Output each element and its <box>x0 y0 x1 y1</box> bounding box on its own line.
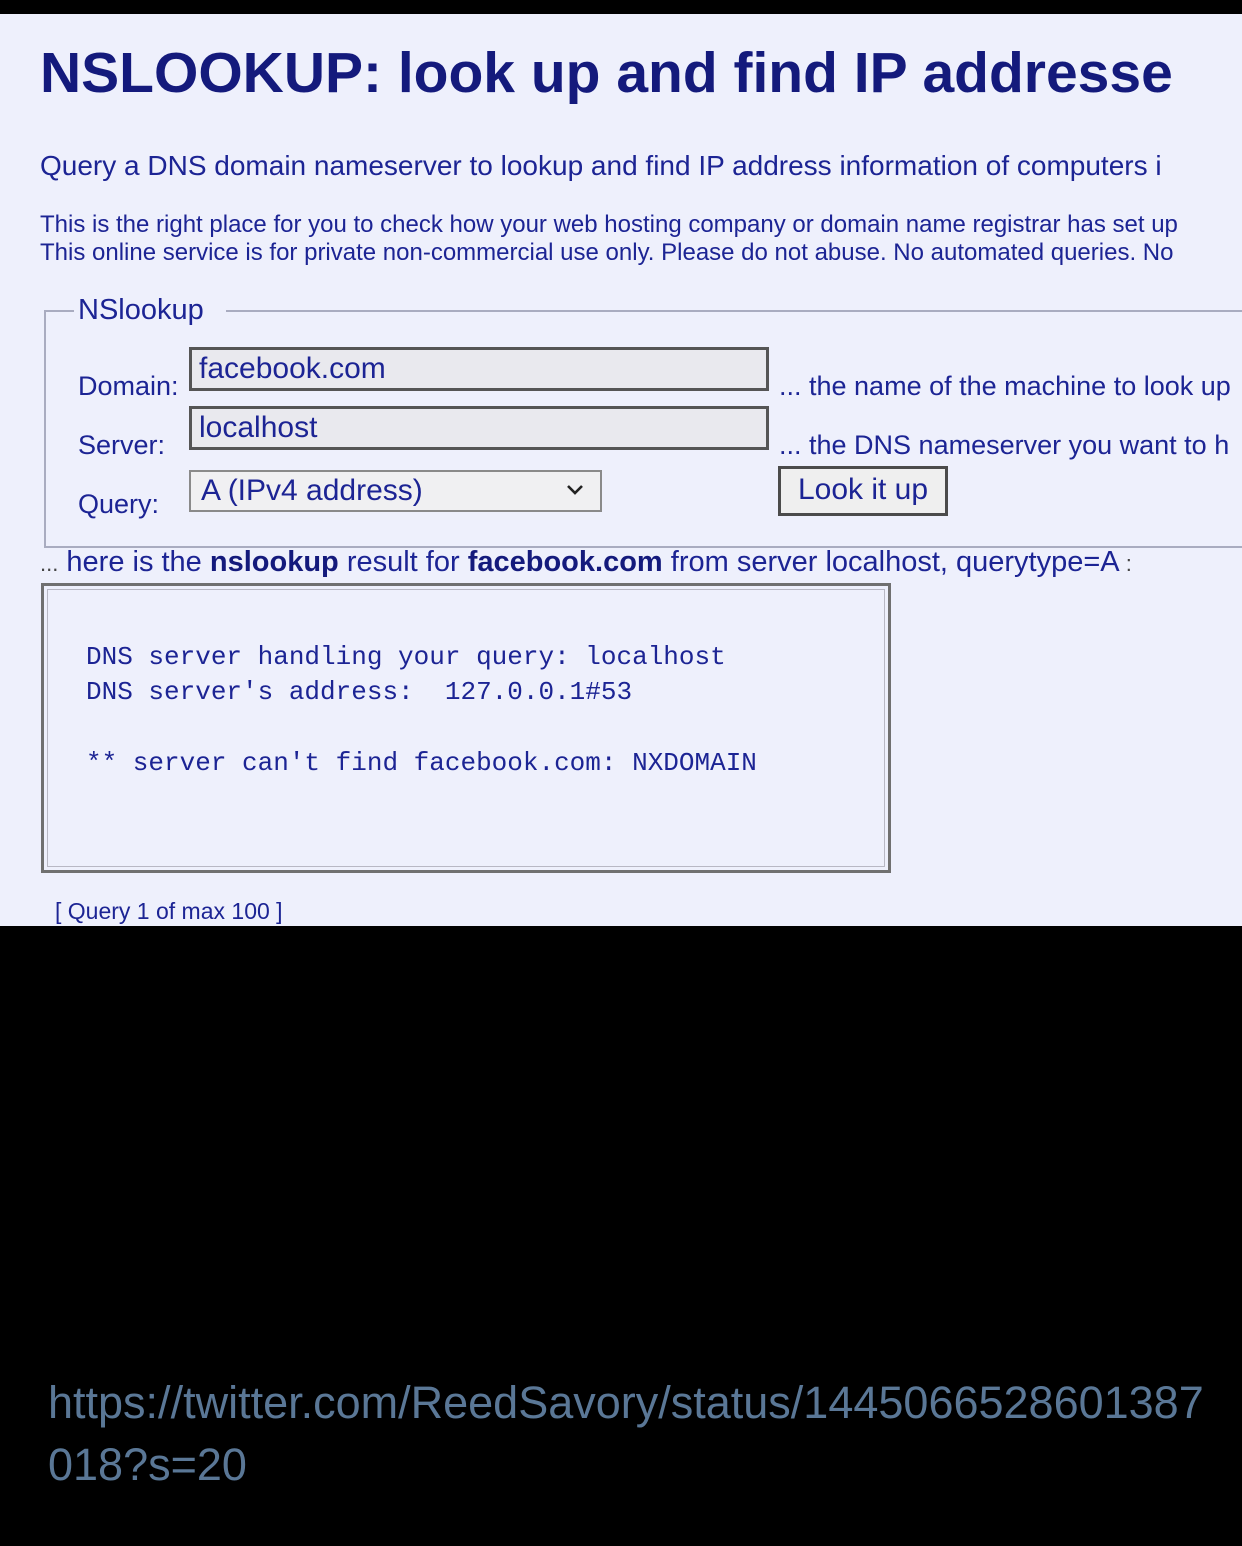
result-summary <box>40 546 1132 579</box>
result-output-box <box>41 583 891 873</box>
result-line-2: DNS server's address: 127.0.0.1#53 <box>86 677 633 707</box>
query-type-select[interactable] <box>189 470 602 512</box>
notice-line-1: This is the right place for you to check how your web hosting company or domain name registrar has set up <box>40 211 1178 238</box>
caption-link[interactable]: https://twitter.com/ReedSavory/status/1445066528601387018?s=20 <box>48 1377 1204 1490</box>
result-mid: result for <box>338 546 468 578</box>
server-label: Server: <box>78 430 166 460</box>
query-type-value: A (IPv4 address) <box>201 474 423 507</box>
look-it-up-button[interactable]: Look it up <box>778 466 948 516</box>
notice-line-2: This online service is for private non-commercial use only. Please do not abuse. No automated queries. No <box>40 239 1174 266</box>
result-suffix: : <box>1119 551 1132 576</box>
query-counter: [ Query 1 of max 100 ] <box>55 898 283 924</box>
fieldset-legend: NSlookup <box>74 294 226 327</box>
server-input[interactable]: localhost <box>189 406 769 450</box>
chevron-down-icon <box>564 478 586 500</box>
result-tool: nslookup <box>209 546 339 578</box>
result-pre: here is the <box>58 546 210 578</box>
result-dots: ... <box>40 551 59 576</box>
query-label: Query: <box>78 489 160 519</box>
domain-input[interactable]: facebook.com <box>189 347 769 391</box>
result-post: from server localhost, querytype=A <box>662 546 1120 578</box>
page-title: NSLOOKUP: look up and find IP addresse <box>40 41 1173 105</box>
result-line-1: DNS server handling your query: localhost <box>86 642 726 672</box>
domain-hint: ... the name of the machine to look up <box>779 371 1231 401</box>
nslookup-page <box>0 14 1242 926</box>
notice-text <box>40 211 1178 267</box>
server-hint: ... the DNS nameserver you want to h <box>779 430 1230 460</box>
result-domain: facebook.com <box>467 546 663 578</box>
intro-text: Query a DNS domain nameserver to lookup and find IP address information of computers i <box>40 150 1162 181</box>
result-line-3: ** server can't find facebook.com: NXDOMAIN <box>86 748 757 778</box>
domain-label: Domain: <box>78 371 179 401</box>
result-output-inner <box>47 589 885 867</box>
